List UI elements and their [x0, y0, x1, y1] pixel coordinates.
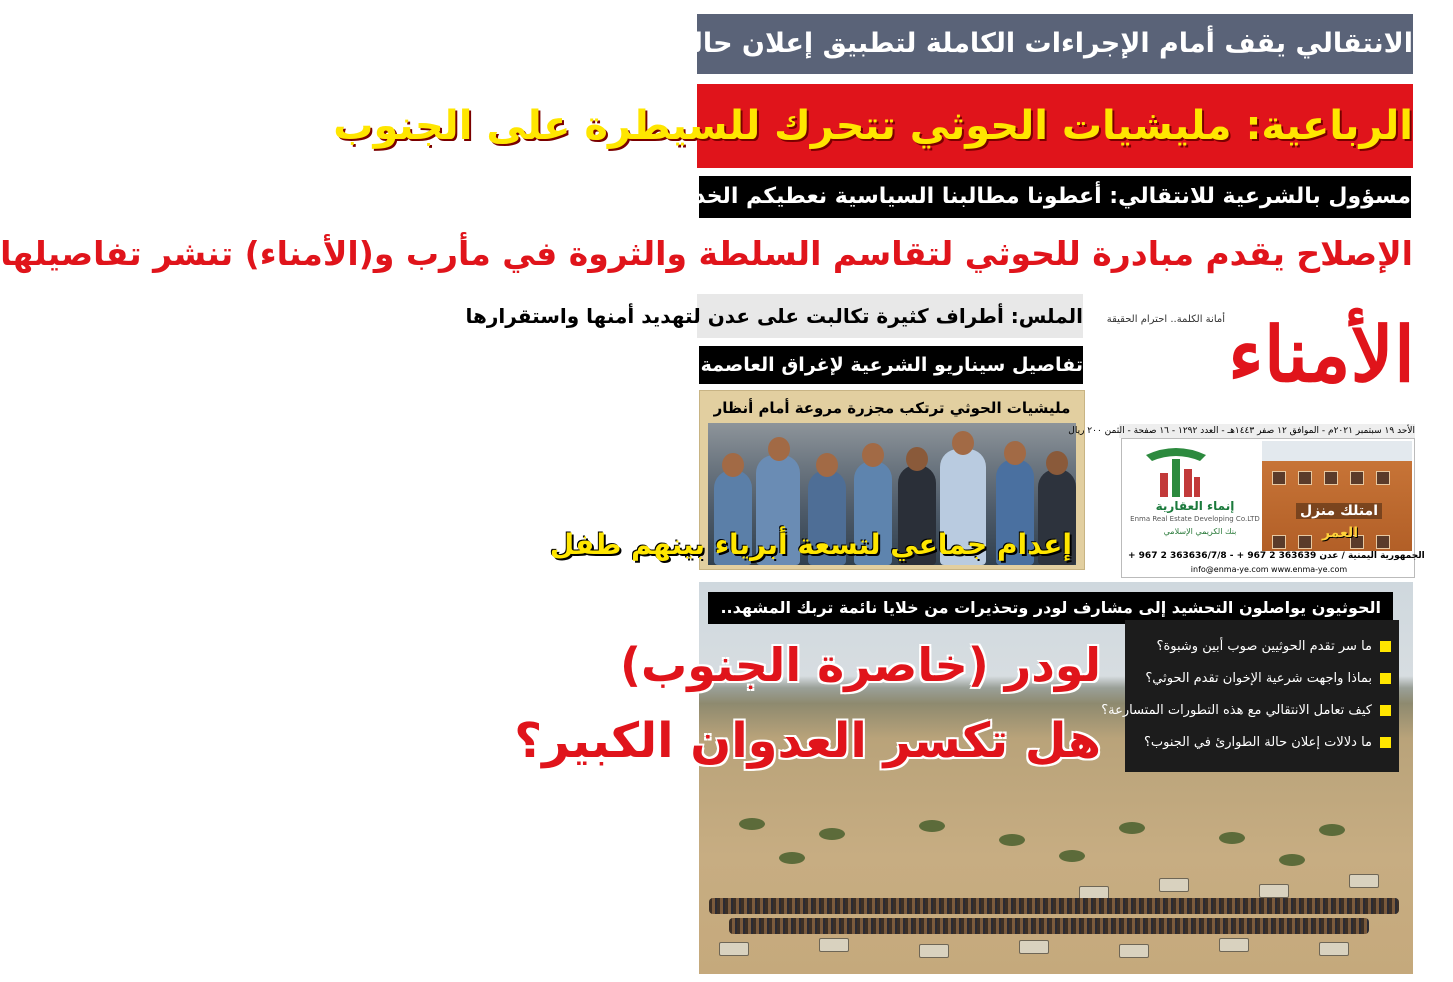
questions-panel	[1101, 620, 1399, 772]
yellow-square-bullet-icon	[1380, 737, 1391, 748]
advert-phones: + 967 2 363636/7/8 - + 967 2 363639 الجمهورية اليمنية / عدن	[1128, 551, 1425, 561]
bottom-story-title-line1: لودر (خاصرة الجنوب)	[620, 638, 1101, 692]
advert-partners: بنك الكريمي الإسلامي	[1163, 527, 1237, 536]
issue-dateline: الأحد ١٩ سبتمبر ٢٠٢١م - الموافق ١٢ صفر ١٤٤٣هـ - العدد ١٢٩٢ - ١٦ صفحة - الثمن ٢٠٠ ريال	[1068, 426, 1415, 436]
photo-story-caption: مليشيات الحوثي ترتكب مجزرة مروعة أمام أنظار	[713, 399, 1071, 417]
masthead	[1105, 292, 1435, 422]
list-item	[1133, 662, 1391, 694]
tree-building-logo-icon	[1142, 445, 1210, 501]
advert-slogan-line2: العمر	[1321, 525, 1358, 541]
question-text: كيف تعامل الانتقالي مع هذه التطورات المتسارعة؟	[1101, 702, 1372, 718]
real-estate-advert	[1121, 438, 1425, 578]
bottom-story-strapline: الحوثيون يواصلون التحشيد إلى مشارف لودر وتحذيرات من خلايا نائمة تربك المشهد..	[708, 592, 1393, 624]
list-item	[1101, 694, 1391, 726]
photo-story-panel	[549, 390, 1085, 570]
masthead-slogan: أمانة الكلمة.. احترام الحقيقة	[1106, 314, 1225, 325]
bottom-story-photo	[514, 582, 1413, 974]
photo-story-title: إعدام جماعي لتسعة أبرياء بينهم طفل	[549, 528, 1072, 561]
top-headline-strip: الانتقالي يقف أمام الإجراءات الكاملة لتطبيق إعلان حالة الطوارئ ورفع مستوى التعبئة العامة	[697, 14, 1413, 74]
yellow-square-bullet-icon	[1380, 673, 1391, 684]
masthead-logo: الأمناء	[1228, 310, 1415, 399]
yellow-square-bullet-icon	[1380, 641, 1391, 652]
black-box-headline: تفاصيل سيناريو الشرعية لإغراق العاصمة عدن في الفوضى	[699, 346, 1083, 384]
question-text: ما سر تقدم الحوثيين صوب أبين وشبوة؟	[1156, 638, 1372, 654]
advert-web: info@enma-ye.com www.enma-ye.com	[1190, 565, 1348, 574]
advert-slogan-line1: امتلك منزل	[1296, 503, 1382, 519]
black-headline-strip: مسؤول بالشرعية للانتقالي: أعطونا مطالبنا السياسية نعطيكم الخدمات ونصرف المرتبات	[699, 176, 1411, 218]
gray-box-headline: الملس: أطراف كثيرة تكالبت على عدن لتهديد أمنها واستقرارها	[697, 294, 1083, 338]
advert-company-name-en: Enma Real Estate Developing Co.LTD	[1130, 515, 1260, 523]
list-item	[1133, 630, 1391, 662]
list-item	[1133, 726, 1391, 758]
red-text-headline: الإصلاح يقدم مبادرة للحوثي لتقاسم السلطة والثروة في مأرب و(الأمناء) تنشر تفاصيلها	[0, 234, 1413, 273]
question-text: بماذا واجهت شرعية الإخوان تقدم الحوثي؟	[1145, 670, 1372, 686]
question-text: ما دلالات إعلان حالة الطوارئ في الجنوب؟	[1144, 734, 1372, 750]
main-red-headline: الرباعية: مليشيات الحوثي تتحرك للسيطرة على الجنوب	[697, 84, 1413, 168]
advert-company-name: إنماء العقارية	[1155, 499, 1235, 513]
yellow-square-bullet-icon	[1380, 705, 1391, 716]
bottom-story-title-line2: هل تكسر العدوان الكبير؟	[514, 713, 1101, 769]
